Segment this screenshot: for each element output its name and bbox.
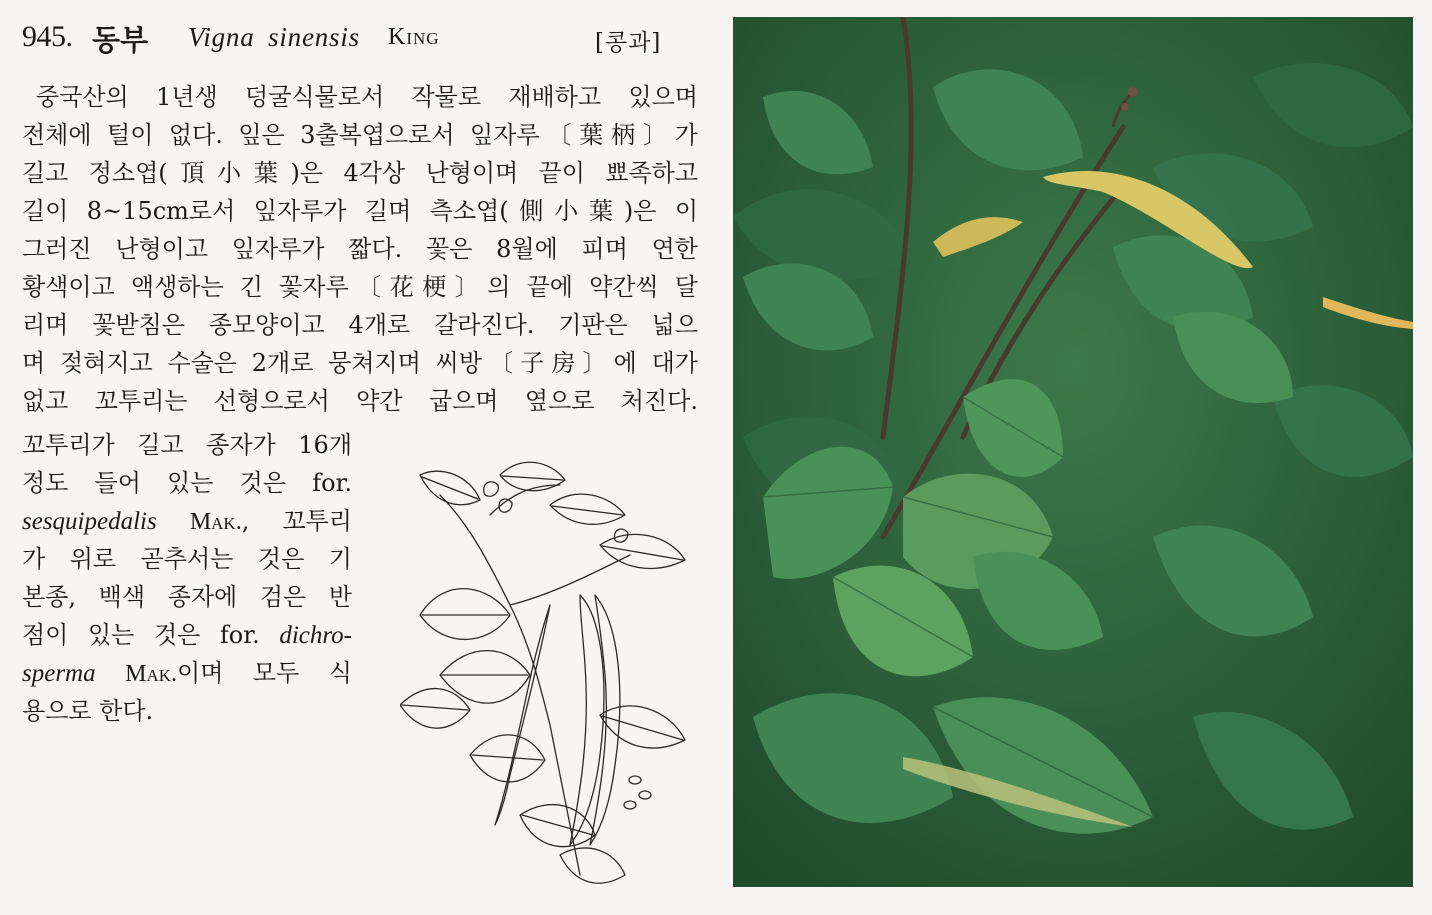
botanical-illustration xyxy=(400,455,690,900)
text-line: 전체에 털이 없다. 잎은 3출복엽으로서 잎자루〔葉柄〕가 xyxy=(22,121,698,149)
text-line: 본종, 백색 종자에 검은 반 xyxy=(22,583,352,611)
entry-header xyxy=(22,18,677,62)
form-name-part: sperma xyxy=(22,660,96,687)
form-name-part: dichro- xyxy=(279,622,352,649)
text-line: 정도 들어 있는 것은 for. xyxy=(22,469,352,497)
variety-author: Mak. xyxy=(189,509,242,535)
text-fragment: 이며 모두 식 xyxy=(177,659,352,687)
text-line: 며 젖혀지고 수술은 2개로 뭉쳐지며 씨방〔子房〕에 대가 xyxy=(22,349,698,377)
text-line: 꼬투리가 길고 종자가 16개 xyxy=(22,431,352,459)
text-line xyxy=(22,654,352,692)
family-name: [콩과] xyxy=(595,30,662,56)
entry-number: 945. xyxy=(22,20,73,53)
variety-name: sesquipedalis xyxy=(22,508,157,535)
text-line: 그러진 난형이고 잎자루가 짧다. 꽃은 8월에 피며 연한 xyxy=(22,235,698,263)
text-line: 길고 정소엽(頂小葉)은 4각상 난형이며 끝이 뾰족하고 xyxy=(22,159,698,187)
scientific-name: Vigna sinensis xyxy=(188,22,360,52)
author-name: King xyxy=(388,24,440,50)
text-line: 리며 꽃받침은 종모양이고 4개로 갈라진다. 기판은 넓으 xyxy=(22,311,698,339)
text-line: 용으로 한다. xyxy=(22,697,154,725)
text-line: 황색이고 액생하는 긴 꽃자루〔花梗〕의 끝에 약간씩 달 xyxy=(22,273,698,301)
text-fragment: , 꼬투리 xyxy=(241,507,352,535)
plant-photograph xyxy=(733,17,1413,887)
text-line: 길이 8~15cm로서 잎자루가 길며 측소엽(側小葉)은 이 xyxy=(22,197,698,225)
text-line: 없고 꼬투리는 선형으로서 약간 굽으며 옆으로 처진다. xyxy=(22,387,698,415)
korean-name: 동부 xyxy=(92,23,149,57)
text-line: 가 위로 곧추서는 것은 기 xyxy=(22,545,352,573)
text-fragment: 점이 있는 것은 for. xyxy=(22,621,280,649)
form-author: Mak. xyxy=(125,661,178,687)
text-line xyxy=(22,616,352,654)
text-line xyxy=(22,502,352,540)
text-line: 중국산의 1년생 덩굴식물로서 작물로 재배하고 있으며 xyxy=(36,83,698,111)
